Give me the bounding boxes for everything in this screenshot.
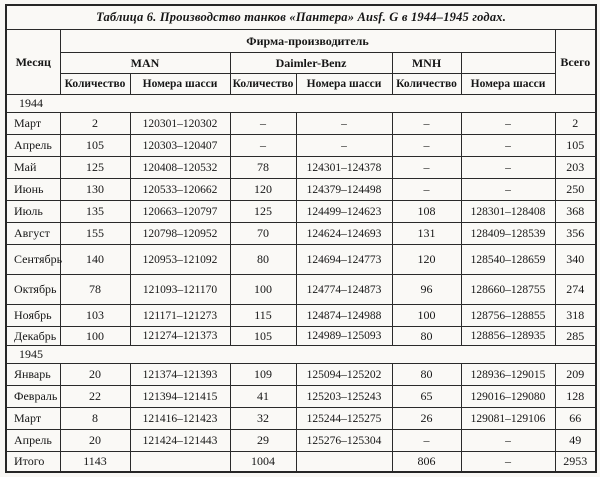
cell-man-qty: 105 — [60, 135, 130, 157]
cell-total: 2 — [555, 113, 596, 135]
cell-db-qty: – — [230, 135, 296, 157]
cell-db-qty: 100 — [230, 275, 296, 305]
cell-month: Апрель — [6, 430, 60, 452]
header-row-2 — [6, 53, 596, 74]
header-row-1 — [6, 30, 596, 53]
cell-mnh-qty: 131 — [392, 223, 461, 245]
cell-db-chassis: 125094–125202 — [296, 364, 392, 386]
cell-db-chassis: 125276–125304 — [296, 430, 392, 452]
header-mnh-empty — [461, 53, 555, 74]
header-mnh-chassis: Номера шасси — [461, 74, 555, 95]
cell-month: Март — [6, 408, 60, 430]
header-row-3 — [6, 74, 596, 95]
cell-man-qty-total: 1143 — [60, 452, 130, 473]
cell-total: 356 — [555, 223, 596, 245]
cell-mnh-chassis: – — [461, 179, 555, 201]
cell-db-qty: 105 — [230, 327, 296, 346]
cell-total: 368 — [555, 201, 596, 223]
header-mnh-quantity: Количество — [392, 74, 461, 95]
cell-total: 66 — [555, 408, 596, 430]
cell-db-qty: 32 — [230, 408, 296, 430]
table-row — [6, 327, 596, 346]
cell-mnh-chassis: – — [461, 135, 555, 157]
cell-mnh-chassis: 128936–129015 — [461, 364, 555, 386]
cell-db-chassis: – — [296, 113, 392, 135]
header-man-quantity: Количество — [60, 74, 130, 95]
cell-mnh-chassis: – — [461, 157, 555, 179]
cell-total: 340 — [555, 245, 596, 275]
cell-mnh-chassis: – — [461, 430, 555, 452]
header-month: Месяц — [6, 30, 60, 95]
total-row — [6, 452, 596, 473]
cell-mnh-qty: – — [392, 430, 461, 452]
section-label-1945: 1945 — [6, 346, 596, 364]
cell-man-qty: 78 — [60, 275, 130, 305]
cell-mnh-qty: 108 — [392, 201, 461, 223]
cell-grand-total: 2953 — [555, 452, 596, 473]
table-row — [6, 364, 596, 386]
cell-man-chassis: 120663–120797 — [130, 201, 230, 223]
table-row — [6, 113, 596, 135]
cell-db-chassis: 125244–125275 — [296, 408, 392, 430]
table-row — [6, 135, 596, 157]
cell-mnh-qty: 80 — [392, 364, 461, 386]
table-row — [6, 157, 596, 179]
cell-man-qty: 140 — [60, 245, 130, 275]
section-row-1944 — [6, 95, 596, 113]
cell-db-chassis: – — [296, 135, 392, 157]
cell-mnh-chassis: 128540–128659 — [461, 245, 555, 275]
table-row — [6, 386, 596, 408]
cell-man-qty: 135 — [60, 201, 130, 223]
cell-total: 105 — [555, 135, 596, 157]
cell-man-chassis: 121424–121443 — [130, 430, 230, 452]
cell-mnh-qty: – — [392, 135, 461, 157]
cell-mnh-chassis: 128756–128855 — [461, 305, 555, 327]
cell-db-chassis: 124624–124693 — [296, 223, 392, 245]
cell-mnh-chassis: 128301–128408 — [461, 201, 555, 223]
cell-man-chassis: 120303–120407 — [130, 135, 230, 157]
cell-db-qty: 120 — [230, 179, 296, 201]
cell-month: Январь — [6, 364, 60, 386]
cell-man-qty: 2 — [60, 113, 130, 135]
cell-mnh-chassis: – — [461, 113, 555, 135]
cell-db-chassis: 125203–125243 — [296, 386, 392, 408]
cell-db-qty: 41 — [230, 386, 296, 408]
cell-month: Апрель — [6, 135, 60, 157]
cell-man-qty: 8 — [60, 408, 130, 430]
cell-man-chassis-total — [130, 452, 230, 473]
cell-man-qty: 103 — [60, 305, 130, 327]
cell-total: 49 — [555, 430, 596, 452]
header-manufacturer-group: Фирма-производитель — [60, 30, 555, 53]
cell-man-qty: 20 — [60, 430, 130, 452]
cell-month: Ноябрь — [6, 305, 60, 327]
table-row — [6, 305, 596, 327]
cell-db-qty: 125 — [230, 201, 296, 223]
cell-man-qty: 130 — [60, 179, 130, 201]
section-row-1945 — [6, 346, 596, 364]
cell-man-chassis: 121093–121170 — [130, 275, 230, 305]
cell-man-chassis: 120953–121092 — [130, 245, 230, 275]
header-db-chassis: Номера шасси — [296, 74, 392, 95]
header-man: MAN — [60, 53, 230, 74]
title-row — [6, 5, 596, 30]
cell-mnh-qty: – — [392, 113, 461, 135]
cell-db-chassis: 124774–124873 — [296, 275, 392, 305]
cell-db-chassis: 124499–124623 — [296, 201, 392, 223]
cell-month: Март — [6, 113, 60, 135]
cell-month: Июнь — [6, 179, 60, 201]
cell-db-qty: 78 — [230, 157, 296, 179]
cell-db-chassis: 124694–124773 — [296, 245, 392, 275]
cell-mnh-qty: 96 — [392, 275, 461, 305]
cell-mnh-qty: 100 — [392, 305, 461, 327]
table-row — [6, 201, 596, 223]
header-man-chassis: Номера шасси — [130, 74, 230, 95]
production-table — [5, 4, 597, 473]
table-row — [6, 430, 596, 452]
cell-man-qty: 155 — [60, 223, 130, 245]
cell-total: 203 — [555, 157, 596, 179]
cell-db-chassis: 124989–125093 — [296, 327, 392, 346]
cell-db-qty: 70 — [230, 223, 296, 245]
cell-total: 285 — [555, 327, 596, 346]
cell-man-chassis: 120408–120532 — [130, 157, 230, 179]
cell-db-chassis-total — [296, 452, 392, 473]
cell-month: Октябрь — [6, 275, 60, 305]
cell-man-qty: 20 — [60, 364, 130, 386]
cell-month: Август — [6, 223, 60, 245]
header-total: Всего — [555, 30, 596, 95]
table-row — [6, 223, 596, 245]
cell-mnh-qty-total: 806 — [392, 452, 461, 473]
cell-month: Декабрь — [6, 327, 60, 346]
cell-month: Июль — [6, 201, 60, 223]
cell-mnh-chassis: 128409–128539 — [461, 223, 555, 245]
table-row — [6, 179, 596, 201]
cell-db-qty: 115 — [230, 305, 296, 327]
cell-total-label: Итого — [6, 452, 60, 473]
cell-total: 128 — [555, 386, 596, 408]
cell-month: Сентябрь — [6, 245, 60, 275]
cell-mnh-qty: – — [392, 157, 461, 179]
cell-man-chassis: 120301–120302 — [130, 113, 230, 135]
cell-db-chassis: 124379–124498 — [296, 179, 392, 201]
cell-man-chassis: 121171–121273 — [130, 305, 230, 327]
section-label-1944: 1944 — [6, 95, 596, 113]
cell-db-qty: 80 — [230, 245, 296, 275]
cell-man-chassis: 120533–120662 — [130, 179, 230, 201]
cell-month: Май — [6, 157, 60, 179]
cell-mnh-qty: 65 — [392, 386, 461, 408]
cell-db-qty-total: 1004 — [230, 452, 296, 473]
cell-mnh-qty: 120 — [392, 245, 461, 275]
cell-man-chassis: 121374–121393 — [130, 364, 230, 386]
cell-mnh-chassis: 129016–129080 — [461, 386, 555, 408]
cell-month: Февраль — [6, 386, 60, 408]
cell-man-qty: 125 — [60, 157, 130, 179]
cell-db-qty: – — [230, 113, 296, 135]
cell-mnh-qty: 80 — [392, 327, 461, 346]
header-mnh: MNH — [392, 53, 461, 74]
cell-man-qty: 100 — [60, 327, 130, 346]
cell-total: 209 — [555, 364, 596, 386]
cell-mnh-chassis: 128856–128935 — [461, 327, 555, 346]
cell-man-chassis: 121394–121415 — [130, 386, 230, 408]
cell-man-chassis: 121416–121423 — [130, 408, 230, 430]
table-row — [6, 275, 596, 305]
cell-man-chassis: 121274–121373 — [130, 327, 230, 346]
cell-mnh-qty: 26 — [392, 408, 461, 430]
cell-total: 274 — [555, 275, 596, 305]
cell-db-chassis: 124301–124378 — [296, 157, 392, 179]
table-title: Таблица 6. Производство танков «Пантера» Ausf. G в 1944–1945 годах. — [6, 5, 596, 30]
header-db-quantity: Количество — [230, 74, 296, 95]
cell-man-chassis: 120798–120952 — [130, 223, 230, 245]
cell-mnh-qty: – — [392, 179, 461, 201]
header-daimler-benz: Daimler-Benz — [230, 53, 392, 74]
cell-mnh-chassis-total: – — [461, 452, 555, 473]
cell-db-qty: 29 — [230, 430, 296, 452]
cell-db-qty: 109 — [230, 364, 296, 386]
cell-mnh-chassis: 128660–128755 — [461, 275, 555, 305]
cell-man-qty: 22 — [60, 386, 130, 408]
cell-db-chassis: 124874–124988 — [296, 305, 392, 327]
table-row — [6, 408, 596, 430]
cell-mnh-chassis: 129081–129106 — [461, 408, 555, 430]
cell-total: 250 — [555, 179, 596, 201]
cell-total: 318 — [555, 305, 596, 327]
table-row — [6, 245, 596, 275]
